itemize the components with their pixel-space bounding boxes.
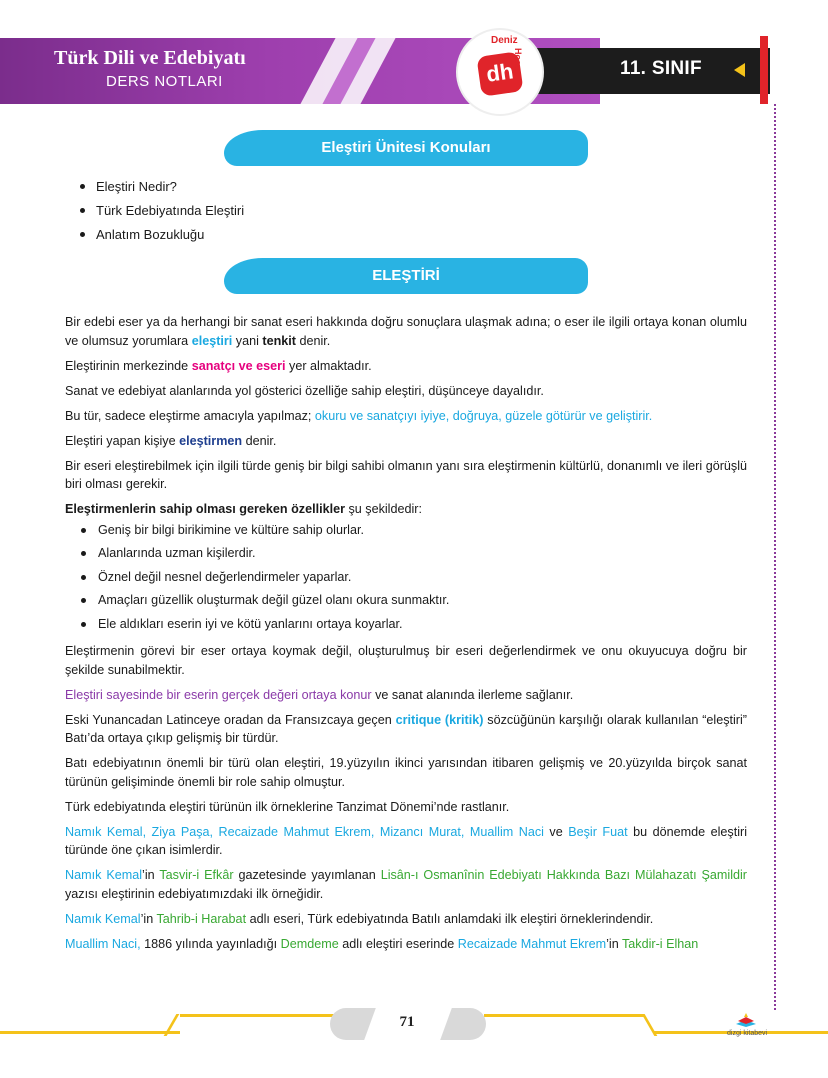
section-title-topics: Eleştiri Ünitesi Konuları xyxy=(321,139,491,156)
paragraph-origin: Eski Yunancadan Latinceye oradan da Fransızcaya geçen critique (kritik) sözcüğünün karşılığı olarak kullanılan “eleştiri” Batı’da ortaya çıkıp gelişmiş bir türdür. xyxy=(65,712,747,745)
logo-text-deniz: Deniz xyxy=(491,35,518,46)
section-title-elestiri: ELEŞTİRİ xyxy=(372,267,440,284)
paragraph-first-example: Namık Kemal’in Tasvir-i Efkâr gazetesinde yayımlanan Lisân-ı Osmanînin Edebiyatı Hakkında Bazı Mülahazatı Şamildir yazısı eleştirinin edebiyatımızdaki ilk örneğidir. xyxy=(65,868,747,901)
book-icon xyxy=(735,1012,757,1028)
paragraph-purpose: Bu tür, sadece eleştirme amacıyla yapılmaz; okuru ve sanatçıyı iyiye, doğruya, güzele götürür ve geliştirir. xyxy=(65,408,653,423)
body-text xyxy=(65,313,747,960)
logo-text-hoca: Hoca xyxy=(513,48,523,71)
publisher-name: dizgi kitabevi xyxy=(727,1030,768,1037)
list-item: Ele aldıkları eserin iyi ve kötü yanlarını ortaya koyarlar. xyxy=(80,613,747,637)
paragraph-duty: Eleştirmenin görevi bir eser ortaya koymak değil, oluşturulmuş bir eseri değerlendirmek ve onu okuyucuya doğru bir şekilde sunabilmektir. xyxy=(65,644,747,677)
paragraph-guide: Sanat ve edebiyat alanlarında yol gösterici özelliğe sahip eleştiri, düşünceye dayalıdır. xyxy=(65,383,544,398)
paragraph-center: Eleştirinin merkezinde sanatçı ve eseri yer almaktadır. xyxy=(65,358,372,373)
paragraph-tahrib: Namık Kemal’in Tahrib-i Harabat adlı eseri, Türk edebiyatında Batılı anlamdaki ilk eleştiri örneklerindendir. xyxy=(65,911,654,926)
paragraph-tanzimat: Türk edebiyatında eleştiri türünün ilk örneklerine Tanzimat Dönemi’nde rastlanır. xyxy=(65,799,510,814)
header-subtitle: DERS NOTLARI xyxy=(106,73,223,90)
paragraph-definition: Bir edebi eser ya da herhangi bir sanat eseri hakkında doğru sonuçlara ulaşmak adına; o eser ile ilgili ortaya konan olumlu ve olumsuz yorumlara eleştiri yani tenkit denir. xyxy=(65,315,747,348)
footer-line-left-upper xyxy=(180,1014,340,1017)
section-banner-elestiri xyxy=(224,258,588,294)
list-item: Eleştiri Nedir? xyxy=(80,175,244,199)
list-item: Geniş bir bilgi birikimine ve kültüre sahip olurlar. xyxy=(80,519,747,543)
grade-label: 11. SINIF xyxy=(620,58,702,79)
header-red-bar xyxy=(760,36,768,104)
topics-list xyxy=(80,175,244,247)
list-item: Türk Edebiyatında Eleştiri xyxy=(80,199,244,223)
paragraph-names: Namık Kemal, Ziya Paşa, Recaizade Mahmut Ekrem, Mizancı Murat, Muallim Naci ve Beşir Fuat bu dönemde eleştiri türünde öne çıkan isimlerdir. xyxy=(65,824,747,857)
paragraph-features-intro: Eleştirmenlerin sahip olması gereken özellikler şu şekildedir: xyxy=(65,502,422,516)
logo-mark: dh xyxy=(476,51,523,96)
footer-line-left xyxy=(0,1031,180,1034)
list-item: Öznel değil nesnel değerlendirmeler yaparlar. xyxy=(80,566,747,590)
page-margin-dotted-line xyxy=(774,104,776,1010)
footer-line-right-upper xyxy=(484,1014,644,1017)
header-title: Türk Dili ve Edebiyatı xyxy=(54,47,246,69)
list-item: Alanlarında uzman kişilerdir. xyxy=(80,542,747,566)
features-list xyxy=(65,519,747,637)
page-number: 71 xyxy=(399,1014,415,1030)
list-item: Anlatım Bozukluğu xyxy=(80,223,244,247)
paragraph-value: Eleştiri sayesinde bir eserin gerçek değeri ortaya konur ve sanat alanında ilerleme sağlanır. xyxy=(65,687,574,702)
triangle-left-icon xyxy=(734,63,745,77)
section-banner-topics xyxy=(224,130,588,166)
paragraph-knowledge: Bir eseri eleştirebilmek için ilgili türde geniş bir bilgi sahibi olmanın yanı sıra eleştirmenin kültürlü, donanımlı ve ileri görüşlü biri olması gerekir. xyxy=(65,458,747,491)
paragraph-demdeme: Muallim Naci, 1886 yılında yayınladığı Demdeme adlı eleştiri eserinde Recaizade Mahmut Ekrem’in Takdir-i Elhan xyxy=(65,936,699,951)
paragraph-critic: Eleştiri yapan kişiye eleştirmen denir. xyxy=(65,433,277,448)
list-item: Amaçları güzellik oluşturmak değil güzel olanı okura sunmaktır. xyxy=(80,589,747,613)
paragraph-west: Batı edebiyatının önemli bir türü olan eleştiri, 19.yüzyılın ikinci yarısından itibaren gelişmiş ve 20.yüzyılda birçok sanat türünün gelişiminde önemli bir role sahip olmuştur. xyxy=(65,756,747,789)
